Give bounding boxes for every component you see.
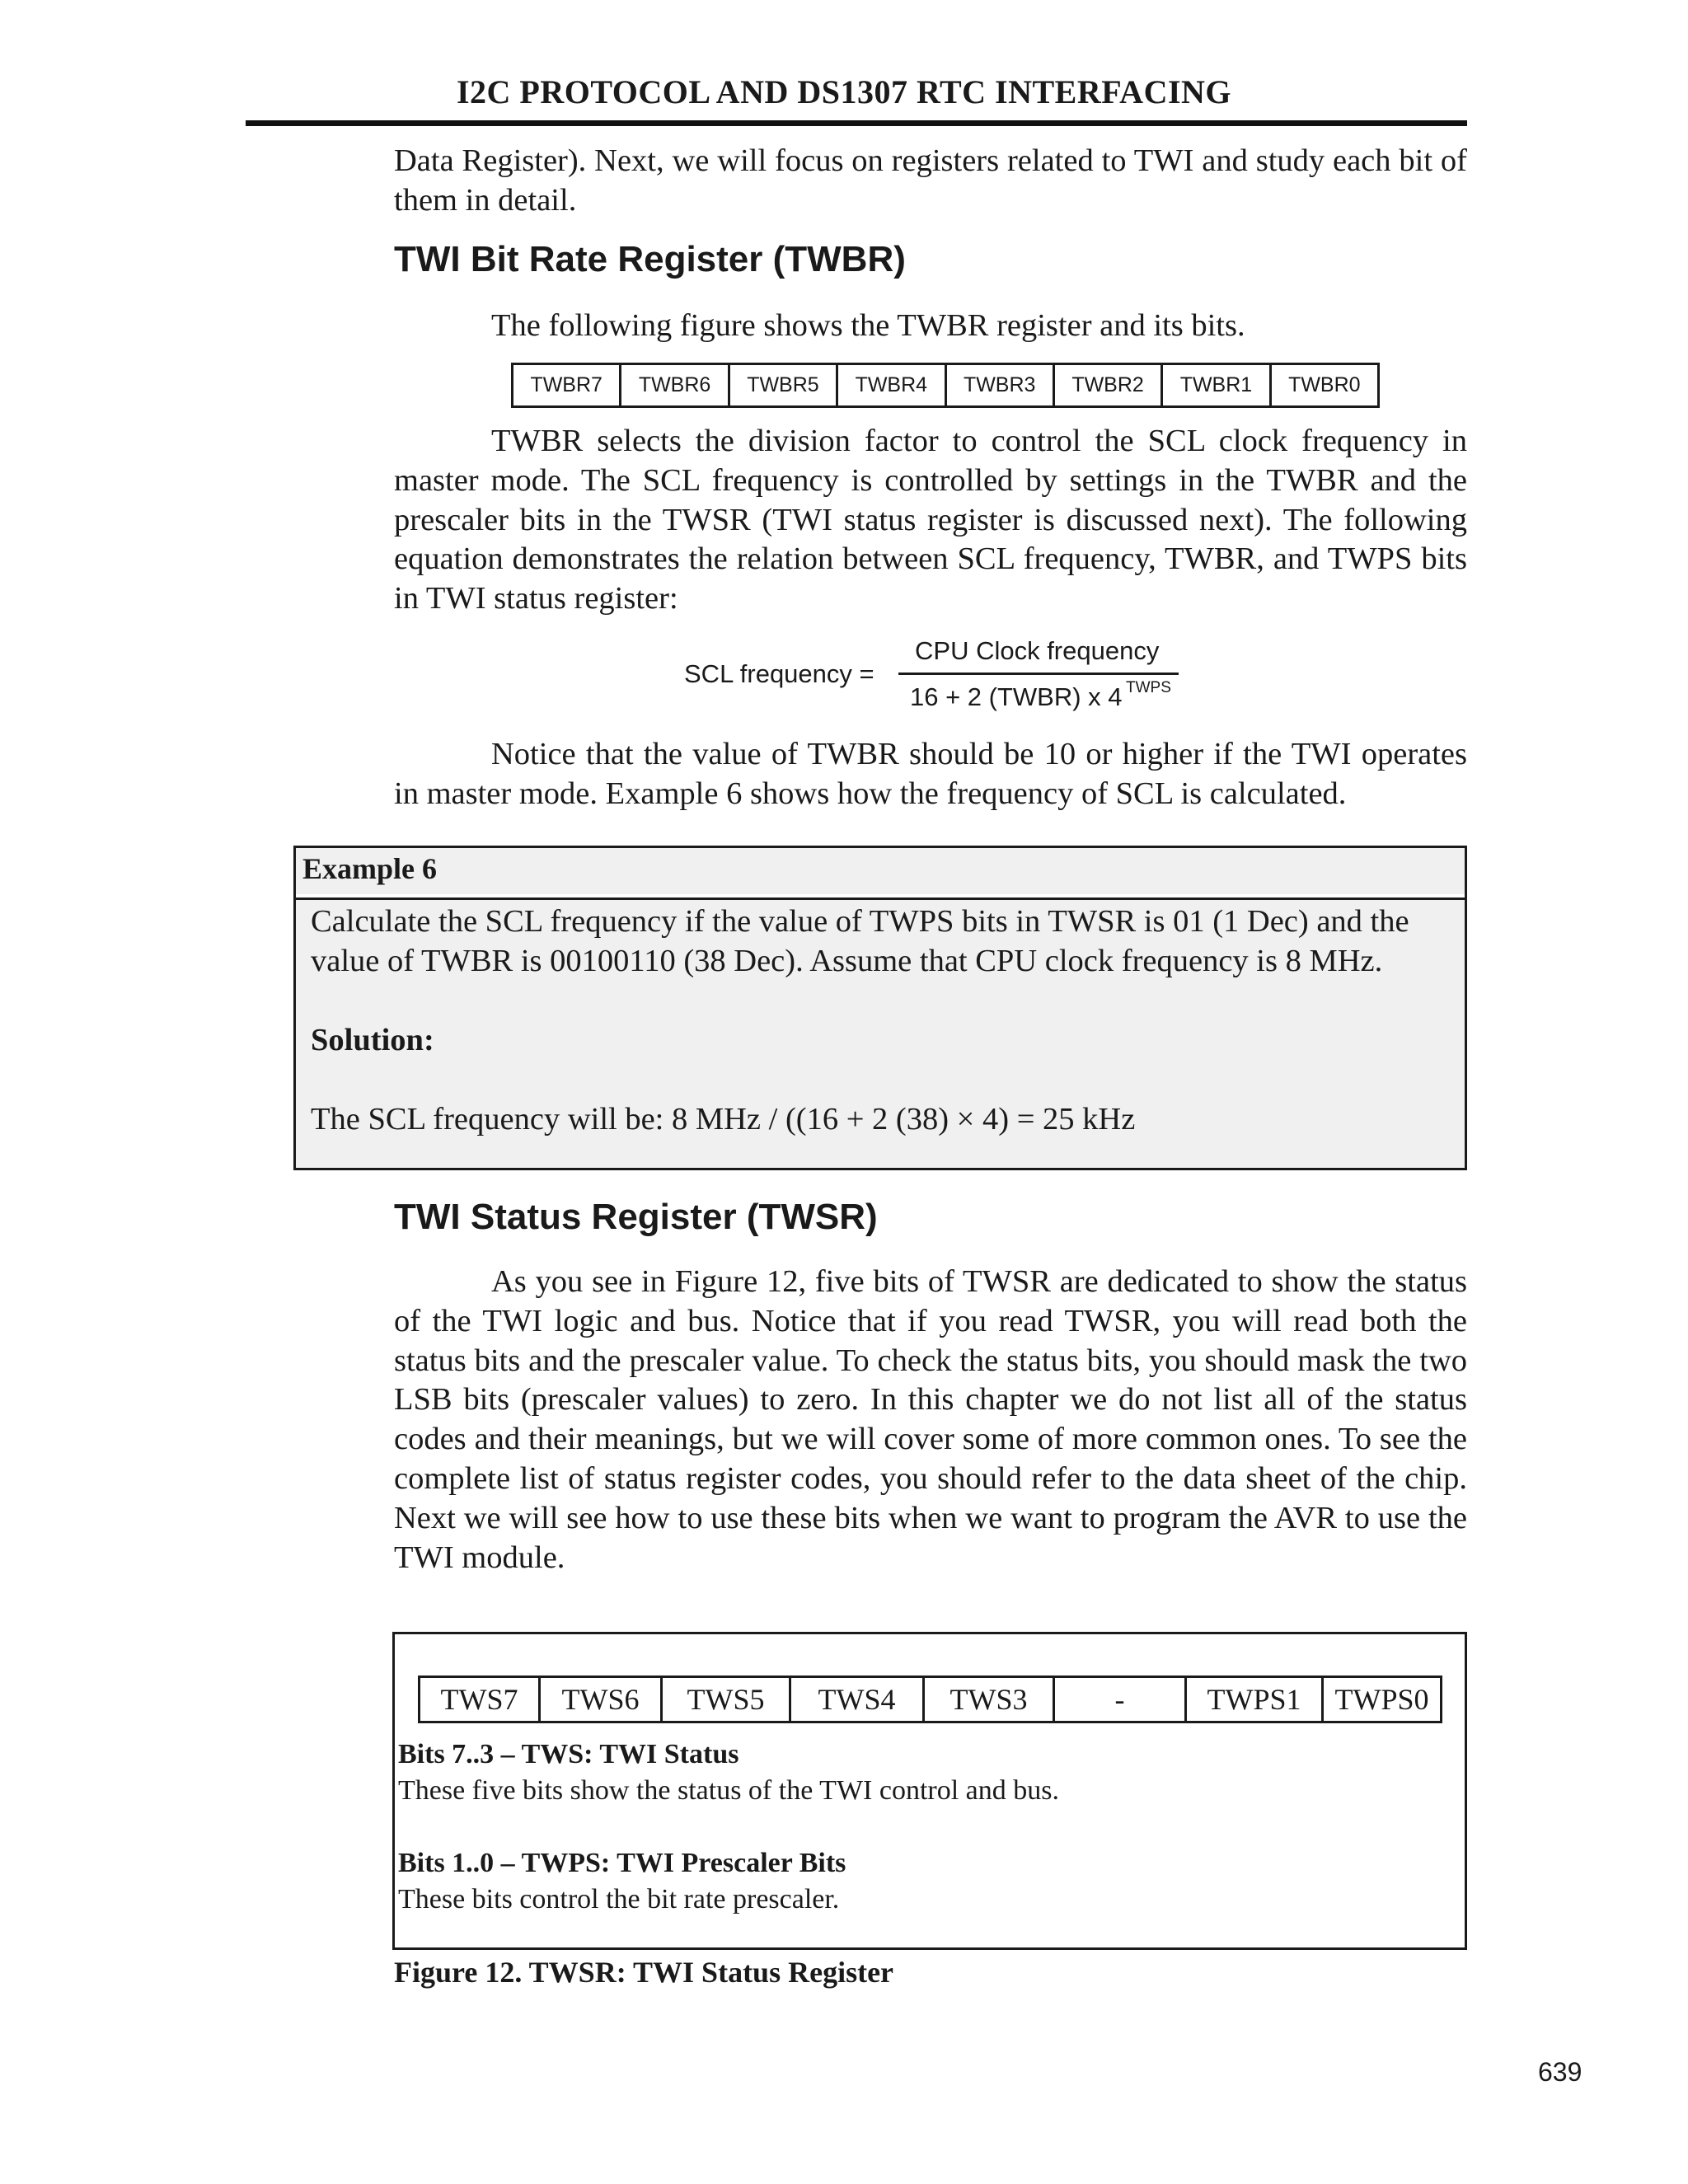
- bits-1-0-title: Bits 1..0 – TWPS: TWI Prescaler Bits: [398, 1848, 846, 1878]
- register-bit-twbr6: TWBR6: [621, 364, 729, 407]
- register-bit-twbr3: TWBR3: [945, 364, 1053, 407]
- page-number: 639: [1538, 2057, 1582, 2087]
- register-bit-tws7: TWS7: [420, 1677, 540, 1722]
- register-bit-twbr7: TWBR7: [513, 364, 621, 407]
- register-row: [513, 364, 1379, 407]
- bits-1-0-description: These bits control the bit rate prescaler.: [398, 1884, 840, 1915]
- figure-12-box: [392, 1632, 1467, 1950]
- example-box: [293, 846, 1467, 1170]
- example-solution-label: Solution:: [311, 1023, 434, 1057]
- formula-lhs: SCL frequency =: [684, 659, 874, 688]
- header-rule: [246, 120, 1467, 126]
- register-bit-twbr1: TWBR1: [1162, 364, 1270, 407]
- example-title-bar: [296, 848, 1465, 897]
- formula-exponent: TWPS: [1126, 679, 1171, 696]
- formula-numerator: CPU Clock frequency: [915, 636, 1160, 665]
- register-bit-tws3: TWS3: [924, 1677, 1054, 1722]
- running-header: I2C PROTOCOL AND DS1307 RTC INTERFACING: [456, 73, 1232, 110]
- register-bit-reserved: -: [1054, 1677, 1186, 1722]
- fraction-bar: [898, 673, 1179, 675]
- intro-paragraph: Data Register). Next, we will focus on registers related to TWI and study each bit of them in detail.: [394, 143, 1467, 218]
- register-bit-twbr2: TWBR2: [1053, 364, 1161, 407]
- twsr-register-table: [418, 1675, 1442, 1723]
- example-divider: [296, 894, 1465, 900]
- register-bit-twps0: TWPS0: [1323, 1677, 1442, 1722]
- scl-formula: [676, 631, 1220, 722]
- register-bit-twbr0: TWBR0: [1270, 364, 1378, 407]
- register-bit-twps1: TWPS1: [1186, 1677, 1323, 1722]
- bits-7-3-description: These five bits show the status of the TWI control and bus.: [398, 1775, 1059, 1806]
- twbr-figure-intro: The following figure shows the TWBR register and its bits.: [491, 308, 1245, 343]
- bits-7-3-title: Bits 7..3 – TWS: TWI Status: [398, 1739, 739, 1769]
- register-row: [420, 1677, 1442, 1722]
- figure-caption: Figure 12. TWSR: TWI Status Register: [394, 1956, 894, 1989]
- register-bit-twbr4: TWBR4: [837, 364, 945, 407]
- register-bit-tws6: TWS6: [540, 1677, 662, 1722]
- twsr-heading: TWI Status Register (TWSR): [394, 1197, 878, 1237]
- twbr-register-table: [511, 363, 1380, 408]
- twbr-note: Notice that the value of TWBR should be 10 or higher if the TWI operates in master mode. Example 6 shows how the frequency of SCL is calculated.: [394, 737, 1467, 811]
- example-question: Calculate the SCL frequency if the value of TWPS bits in TWSR is 01 (1 Dec) and the value of TWBR is 00100110 (38 Dec). Assume that CPU clock frequency is 8 MHz.: [311, 904, 1409, 978]
- example-solution: The SCL frequency will be: 8 MHz / ((16 + 2 (38) × 4) = 25 kHz: [311, 1102, 1136, 1137]
- twbr-description: TWBR selects the division factor to control the SCL clock frequency in master mode. The SCL frequency is controlled by settings in the TWBR and the prescaler bits in the TWSR (TWI status register is discussed next). The following equation demonstrates the relation between SCL frequency, TWBR, and TWPS bits in TWI status register:: [394, 424, 1467, 616]
- twbr-heading: TWI Bit Rate Register (TWBR): [394, 239, 906, 279]
- example-title: Example 6: [302, 852, 438, 885]
- register-bit-twbr5: TWBR5: [729, 364, 837, 407]
- formula-denominator: 16 + 2 (TWBR) x 4: [910, 682, 1123, 711]
- register-bit-tws4: TWS4: [790, 1677, 924, 1722]
- register-bit-tws5: TWS5: [662, 1677, 790, 1722]
- twsr-paragraph: As you see in Figure 12, five bits of TWSR are dedicated to show the status of the TWI logic and bus. Notice that if you read TWSR, you will read both the status bits and the prescaler value. To check the status bits, you should mask the two LSB bits (prescaler values) to zero. In this chapter we do not list all of the status codes and their meanings, but we will cover some of more common ones. To see the complete list of status register codes, you should refer to the data sheet of the chip. Next we will see how to use these bits when we want to program the AVR to use the TWI module.: [394, 1264, 1467, 1575]
